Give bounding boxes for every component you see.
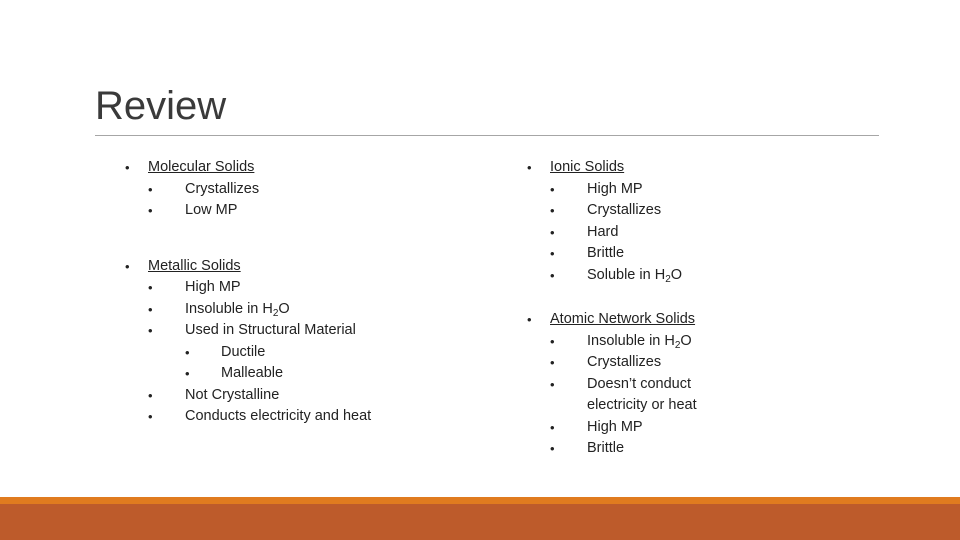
list-item-text: Ductile [221, 343, 266, 360]
list-item-text: Insoluble in H [587, 332, 675, 349]
spacer [527, 286, 717, 309]
bullet: • [550, 203, 555, 218]
bullet: • [550, 376, 555, 392]
list-item-text: Brittle [587, 245, 625, 261]
bullet: • [550, 355, 555, 370]
list-item-text: Not Crystalline [185, 386, 280, 403]
list-item-text: Malleable [221, 365, 284, 381]
list-item-text: High MP [185, 279, 241, 295]
footer-accent-stripe [0, 497, 960, 504]
list-item [550, 374, 717, 417]
list-item-text: Low MP [185, 202, 238, 218]
bullet: • [550, 181, 555, 197]
list-item-text: High MP [587, 418, 643, 435]
metallic-solids-heading: Metallic Solids [148, 257, 241, 274]
subscript: 2 [665, 273, 671, 285]
list-item-text: O [278, 300, 290, 317]
spacer [125, 222, 371, 256]
list-item [550, 417, 717, 439]
bullet: • [185, 344, 190, 360]
list-item [148, 385, 371, 407]
ionic-solids-heading: Ionic Solids [550, 159, 625, 175]
ionic-solids-item [527, 157, 717, 286]
molecular-solids-item [125, 157, 371, 222]
list-item-text: Used in Structural Material [185, 322, 356, 338]
bullet: • [148, 181, 153, 197]
bullet: • [148, 387, 153, 403]
bullet: • [125, 258, 130, 274]
metallic-solids-item [125, 256, 371, 428]
bullet: • [527, 312, 532, 327]
bullet: • [125, 160, 130, 175]
list-item-text: High MP [587, 180, 643, 197]
list-item [550, 200, 717, 222]
bullet: • [550, 224, 555, 240]
list-item [148, 179, 371, 201]
list-item-text: O [680, 332, 692, 349]
list-item [550, 352, 717, 374]
bullet: • [148, 301, 153, 317]
list-item [148, 320, 371, 385]
bullet: • [148, 280, 153, 295]
atomic-network-solids-heading: Atomic Network Solids [550, 311, 696, 327]
list-item-text: Crystallizes [587, 202, 662, 218]
left-column [125, 157, 371, 428]
list-item [185, 342, 371, 364]
list-item-text: Soluble in H [587, 266, 666, 283]
bullet: • [550, 246, 555, 261]
list-item-text: Conducts electricity and heat [185, 408, 372, 424]
bullet: • [148, 323, 153, 338]
list-item [550, 265, 717, 287]
list-item [148, 299, 371, 321]
bullet: • [550, 267, 555, 283]
list-item [148, 200, 371, 222]
list-item-text: Hard [587, 223, 619, 240]
title-divider [95, 135, 879, 136]
list-item-text: O [670, 266, 683, 283]
bullet: • [550, 419, 555, 435]
list-item-text: Brittle [587, 440, 625, 456]
list-item [148, 277, 371, 299]
subscript: 2 [272, 307, 279, 319]
list-item-text: Crystallizes [185, 180, 260, 197]
bullet: • [148, 409, 153, 424]
list-item [550, 438, 717, 460]
list-item [550, 331, 717, 353]
bullet: • [185, 366, 190, 381]
footer-band [0, 504, 960, 540]
slide-title: Review [95, 84, 227, 128]
list-item [550, 243, 717, 265]
bullet: • [148, 203, 153, 218]
list-item-text: Crystallizes [587, 354, 662, 370]
atomic-network-solids-item [527, 309, 717, 460]
list-item [148, 406, 371, 428]
bullet: • [527, 160, 532, 175]
list-item [550, 222, 717, 244]
molecular-solids-heading: Molecular Solids [148, 159, 255, 175]
list-item-text: Insoluble in H [185, 300, 273, 317]
bullet: • [550, 441, 555, 456]
list-item-text: Doesn’t conduct electricity or heat [587, 375, 697, 413]
list-item [550, 179, 717, 201]
bullet: • [550, 333, 555, 349]
list-item [185, 363, 371, 385]
right-column [527, 157, 717, 460]
subscript: 2 [674, 339, 681, 351]
